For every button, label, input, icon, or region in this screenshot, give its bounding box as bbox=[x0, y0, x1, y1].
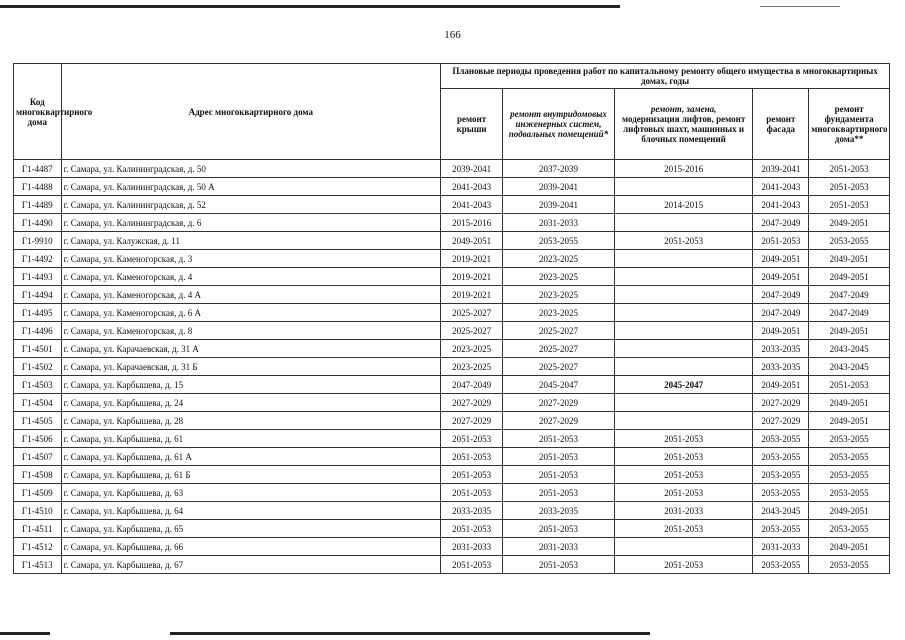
cell-facade: 2047-2049 bbox=[753, 304, 809, 322]
cell-engineering: 2037-2039 bbox=[503, 160, 615, 178]
header-foundation: ремонт фундамента многоквартирного дома** bbox=[809, 89, 890, 160]
cell-elevators: 2051-2053 bbox=[614, 448, 753, 466]
cell-roof: 2051-2053 bbox=[441, 466, 503, 484]
table-row bbox=[14, 160, 890, 178]
header-elevators bbox=[614, 89, 753, 160]
cell-elevators: 2031-2033 bbox=[614, 502, 753, 520]
cell-facade: 2053-2055 bbox=[753, 466, 809, 484]
header-facade: ремонт фасада bbox=[753, 89, 809, 160]
cell-address: г. Самара, ул. Карачаевская, д. 31 Б bbox=[61, 358, 441, 376]
cell-elevators bbox=[614, 358, 753, 376]
cell-foundation: 2053-2055 bbox=[809, 520, 890, 538]
cell-elevators bbox=[614, 412, 753, 430]
cell-elevators bbox=[614, 304, 753, 322]
cell-code: Г1-4502 bbox=[14, 358, 62, 376]
cell-elevators: 2014-2015 bbox=[614, 196, 753, 214]
cell-code: Г1-9910 bbox=[14, 232, 62, 250]
cell-roof: 2041-2043 bbox=[441, 196, 503, 214]
cell-facade: 2049-2051 bbox=[753, 376, 809, 394]
cell-code: Г1-4503 bbox=[14, 376, 62, 394]
cell-address: г. Самара, ул. Каменогорская, д. 4 bbox=[61, 268, 441, 286]
cell-roof: 2025-2027 bbox=[441, 304, 503, 322]
cell-foundation: 2043-2045 bbox=[809, 340, 890, 358]
cell-facade: 2033-2035 bbox=[753, 358, 809, 376]
table-row bbox=[14, 556, 890, 574]
cell-roof: 2027-2029 bbox=[441, 412, 503, 430]
header-elevators-italic: ремонт, замена, bbox=[650, 104, 717, 114]
cell-facade: 2027-2029 bbox=[753, 394, 809, 412]
cell-roof: 2051-2053 bbox=[441, 430, 503, 448]
cell-roof: 2039-2041 bbox=[441, 160, 503, 178]
cell-address: г. Самара, ул. Каменогорская, д. 3 bbox=[61, 250, 441, 268]
cell-address: г. Самара, ул. Калининградская, д. 52 bbox=[61, 196, 441, 214]
cell-engineering: 2023-2025 bbox=[503, 286, 615, 304]
cell-foundation: 2047-2049 bbox=[809, 286, 890, 304]
cell-code: Г1-4509 bbox=[14, 484, 62, 502]
cell-address: г. Самара, ул. Карбышева, д. 66 bbox=[61, 538, 441, 556]
cell-foundation: 2049-2051 bbox=[809, 214, 890, 232]
cell-roof: 2051-2053 bbox=[441, 484, 503, 502]
cell-address: г. Самара, ул. Карбышева, д. 15 bbox=[61, 376, 441, 394]
table-row bbox=[14, 520, 890, 538]
cell-engineering: 2051-2053 bbox=[503, 556, 615, 574]
cell-address: г. Самара, ул. Калининградская, д. 6 bbox=[61, 214, 441, 232]
cell-code: Г1-4496 bbox=[14, 322, 62, 340]
cell-address: г. Самара, ул. Карбышева, д. 64 bbox=[61, 502, 441, 520]
cell-elevators: 2051-2053 bbox=[614, 520, 753, 538]
cell-code: Г1-4512 bbox=[14, 538, 62, 556]
cell-roof: 2019-2021 bbox=[441, 268, 503, 286]
cell-engineering: 2045-2047 bbox=[503, 376, 615, 394]
cell-code: Г1-4494 bbox=[14, 286, 62, 304]
cell-roof: 2049-2051 bbox=[441, 232, 503, 250]
cell-elevators bbox=[614, 322, 753, 340]
table-row bbox=[14, 484, 890, 502]
cell-code: Г1-4513 bbox=[14, 556, 62, 574]
repair-schedule-table bbox=[13, 63, 890, 574]
cell-roof: 2023-2025 bbox=[441, 340, 503, 358]
cell-elevators bbox=[614, 340, 753, 358]
table-row bbox=[14, 232, 890, 250]
cell-address: г. Самара, ул. Калининградская, д. 50 А bbox=[61, 178, 441, 196]
cell-code: Г1-4511 bbox=[14, 520, 62, 538]
cell-facade: 2039-2041 bbox=[753, 160, 809, 178]
cell-engineering: 2051-2053 bbox=[503, 484, 615, 502]
cell-address: г. Самара, ул. Каменогорская, д. 8 bbox=[61, 322, 441, 340]
cell-foundation: 2053-2055 bbox=[809, 430, 890, 448]
header-elevators-rest: модернизация лифтов, ремонт лифтовых шахт, машинных и блочных помещений bbox=[621, 114, 746, 144]
table-row bbox=[14, 412, 890, 430]
cell-elevators: 2051-2053 bbox=[614, 430, 753, 448]
cell-engineering: 2025-2027 bbox=[503, 358, 615, 376]
cell-code: Г1-4495 bbox=[14, 304, 62, 322]
cell-facade: 2049-2051 bbox=[753, 268, 809, 286]
table-row bbox=[14, 304, 890, 322]
header-address: Адрес многоквартирного дома bbox=[61, 64, 441, 160]
cell-engineering: 2039-2041 bbox=[503, 196, 615, 214]
table-row bbox=[14, 394, 890, 412]
cell-foundation: 2049-2051 bbox=[809, 394, 890, 412]
cell-roof: 2051-2053 bbox=[441, 520, 503, 538]
cell-address: г. Самара, ул. Карбышева, д. 24 bbox=[61, 394, 441, 412]
cell-facade: 2049-2051 bbox=[753, 250, 809, 268]
cell-address: г. Самара, ул. Карачаевская, д. 31 А bbox=[61, 340, 441, 358]
top-rule bbox=[0, 5, 905, 8]
cell-roof: 2041-2043 bbox=[441, 178, 503, 196]
cell-facade: 2053-2055 bbox=[753, 430, 809, 448]
cell-engineering: 2051-2053 bbox=[503, 430, 615, 448]
cell-code: Г1-4487 bbox=[14, 160, 62, 178]
cell-code: Г1-4488 bbox=[14, 178, 62, 196]
cell-elevators bbox=[614, 268, 753, 286]
cell-roof: 2051-2053 bbox=[441, 556, 503, 574]
page-number: 166 bbox=[444, 29, 461, 41]
cell-roof: 2019-2021 bbox=[441, 250, 503, 268]
cell-address: г. Самара, ул. Каменогорская, д. 6 А bbox=[61, 304, 441, 322]
cell-code: Г1-4492 bbox=[14, 250, 62, 268]
cell-foundation: 2053-2055 bbox=[809, 466, 890, 484]
table-row bbox=[14, 340, 890, 358]
cell-code: Г1-4501 bbox=[14, 340, 62, 358]
cell-engineering: 2051-2053 bbox=[503, 448, 615, 466]
cell-code: Г1-4505 bbox=[14, 412, 62, 430]
cell-facade: 2053-2055 bbox=[753, 556, 809, 574]
cell-engineering: 2031-2033 bbox=[503, 214, 615, 232]
cell-foundation: 2049-2051 bbox=[809, 322, 890, 340]
cell-elevators bbox=[614, 250, 753, 268]
table-row bbox=[14, 214, 890, 232]
cell-code: Г1-4508 bbox=[14, 466, 62, 484]
cell-facade: 2049-2051 bbox=[753, 322, 809, 340]
cell-engineering: 2033-2035 bbox=[503, 502, 615, 520]
cell-foundation: 2049-2051 bbox=[809, 502, 890, 520]
cell-facade: 2053-2055 bbox=[753, 484, 809, 502]
cell-engineering: 2053-2055 bbox=[503, 232, 615, 250]
cell-foundation: 2053-2055 bbox=[809, 232, 890, 250]
table-body bbox=[14, 160, 890, 574]
cell-roof: 2031-2033 bbox=[441, 538, 503, 556]
cell-roof: 2027-2029 bbox=[441, 394, 503, 412]
cell-facade: 2041-2043 bbox=[753, 196, 809, 214]
table-row bbox=[14, 286, 890, 304]
table-row bbox=[14, 376, 890, 394]
cell-code: Г1-4489 bbox=[14, 196, 62, 214]
cell-facade: 2053-2055 bbox=[753, 448, 809, 466]
cell-facade: 2047-2049 bbox=[753, 214, 809, 232]
cell-roof: 2033-2035 bbox=[441, 502, 503, 520]
cell-facade: 2033-2035 bbox=[753, 340, 809, 358]
cell-address: г. Самара, ул. Карбышева, д. 61 bbox=[61, 430, 441, 448]
cell-address: г. Самара, ул. Каменогорская, д. 4 А bbox=[61, 286, 441, 304]
cell-address: г. Самара, ул. Карбышева, д. 61 Б bbox=[61, 466, 441, 484]
cell-code: Г1-4506 bbox=[14, 430, 62, 448]
cell-engineering: 2025-2027 bbox=[503, 340, 615, 358]
cell-elevators bbox=[614, 286, 753, 304]
cell-elevators: 2051-2053 bbox=[614, 466, 753, 484]
cell-facade: 2051-2053 bbox=[753, 232, 809, 250]
cell-facade: 2053-2055 bbox=[753, 520, 809, 538]
cell-engineering: 2051-2053 bbox=[503, 466, 615, 484]
cell-code: Г1-4510 bbox=[14, 502, 62, 520]
bottom-rule-left bbox=[0, 632, 50, 635]
bottom-rule bbox=[0, 632, 905, 636]
header-roof: ремонт крыши bbox=[441, 89, 503, 160]
cell-engineering: 2051-2053 bbox=[503, 520, 615, 538]
table-row bbox=[14, 466, 890, 484]
bottom-rule-main bbox=[170, 632, 650, 635]
cell-roof: 2023-2025 bbox=[441, 358, 503, 376]
cell-elevators: 2045-2047 bbox=[614, 376, 753, 394]
cell-address: г. Самара, ул. Карбышева, д. 67 bbox=[61, 556, 441, 574]
cell-engineering: 2027-2029 bbox=[503, 394, 615, 412]
cell-foundation: 2049-2051 bbox=[809, 250, 890, 268]
cell-address: г. Самара, ул. Калужская, д. 11 bbox=[61, 232, 441, 250]
cell-engineering: 2027-2029 bbox=[503, 412, 615, 430]
cell-foundation: 2051-2053 bbox=[809, 160, 890, 178]
cell-roof: 2051-2053 bbox=[441, 448, 503, 466]
cell-foundation: 2043-2045 bbox=[809, 358, 890, 376]
cell-address: г. Самара, ул. Калининградская, д. 50 bbox=[61, 160, 441, 178]
cell-elevators bbox=[614, 214, 753, 232]
cell-roof: 2019-2021 bbox=[441, 286, 503, 304]
cell-engineering: 2031-2033 bbox=[503, 538, 615, 556]
header-code: Код многоквартирного дома bbox=[14, 64, 62, 160]
cell-code: Г1-4507 bbox=[14, 448, 62, 466]
cell-foundation: 2049-2051 bbox=[809, 412, 890, 430]
cell-facade: 2031-2033 bbox=[753, 538, 809, 556]
cell-engineering: 2023-2025 bbox=[503, 250, 615, 268]
cell-code: Г1-4490 bbox=[14, 214, 62, 232]
cell-address: г. Самара, ул. Карбышева, д. 63 bbox=[61, 484, 441, 502]
cell-roof: 2047-2049 bbox=[441, 376, 503, 394]
cell-roof: 2025-2027 bbox=[441, 322, 503, 340]
cell-elevators: 2051-2053 bbox=[614, 232, 753, 250]
cell-engineering: 2023-2025 bbox=[503, 268, 615, 286]
cell-foundation: 2047-2049 bbox=[809, 304, 890, 322]
cell-foundation: 2053-2055 bbox=[809, 448, 890, 466]
cell-address: г. Самара, ул. Карбышева, д. 28 bbox=[61, 412, 441, 430]
top-rule-thick bbox=[0, 5, 620, 8]
cell-engineering: 2023-2025 bbox=[503, 304, 615, 322]
cell-facade: 2043-2045 bbox=[753, 502, 809, 520]
table-row bbox=[14, 430, 890, 448]
table-row bbox=[14, 538, 890, 556]
cell-engineering: 2025-2027 bbox=[503, 322, 615, 340]
table-row bbox=[14, 250, 890, 268]
header-group-title: Плановые периоды проведения работ по капитальному ремонту общего имущества в многоквартирных домах, годы bbox=[441, 64, 890, 89]
cell-foundation: 2053-2055 bbox=[809, 556, 890, 574]
cell-facade: 2047-2049 bbox=[753, 286, 809, 304]
cell-elevators: 2015-2016 bbox=[614, 160, 753, 178]
top-rule-thin bbox=[760, 6, 840, 7]
cell-code: Г1-4504 bbox=[14, 394, 62, 412]
cell-foundation: 2049-2051 bbox=[809, 268, 890, 286]
cell-elevators bbox=[614, 538, 753, 556]
table-row bbox=[14, 196, 890, 214]
table-row bbox=[14, 322, 890, 340]
cell-foundation: 2051-2053 bbox=[809, 376, 890, 394]
cell-elevators: 2051-2053 bbox=[614, 556, 753, 574]
table-row bbox=[14, 178, 890, 196]
cell-foundation: 2051-2053 bbox=[809, 196, 890, 214]
cell-roof: 2015-2016 bbox=[441, 214, 503, 232]
cell-engineering: 2039-2041 bbox=[503, 178, 615, 196]
table-row bbox=[14, 268, 890, 286]
cell-foundation: 2051-2053 bbox=[809, 178, 890, 196]
cell-facade: 2041-2043 bbox=[753, 178, 809, 196]
table-row bbox=[14, 448, 890, 466]
header-engineering: ремонт внутридомовых инженерных систем, подвальных помещений* bbox=[503, 89, 615, 160]
cell-elevators: 2051-2053 bbox=[614, 484, 753, 502]
cell-elevators bbox=[614, 178, 753, 196]
cell-elevators bbox=[614, 394, 753, 412]
cell-facade: 2027-2029 bbox=[753, 412, 809, 430]
table-row bbox=[14, 502, 890, 520]
cell-address: г. Самара, ул. Карбышева, д. 65 bbox=[61, 520, 441, 538]
cell-foundation: 2053-2055 bbox=[809, 484, 890, 502]
cell-foundation: 2049-2051 bbox=[809, 538, 890, 556]
table-header bbox=[14, 64, 890, 160]
cell-code: Г1-4493 bbox=[14, 268, 62, 286]
table-row bbox=[14, 358, 890, 376]
cell-address: г. Самара, ул. Карбышева, д. 61 А bbox=[61, 448, 441, 466]
